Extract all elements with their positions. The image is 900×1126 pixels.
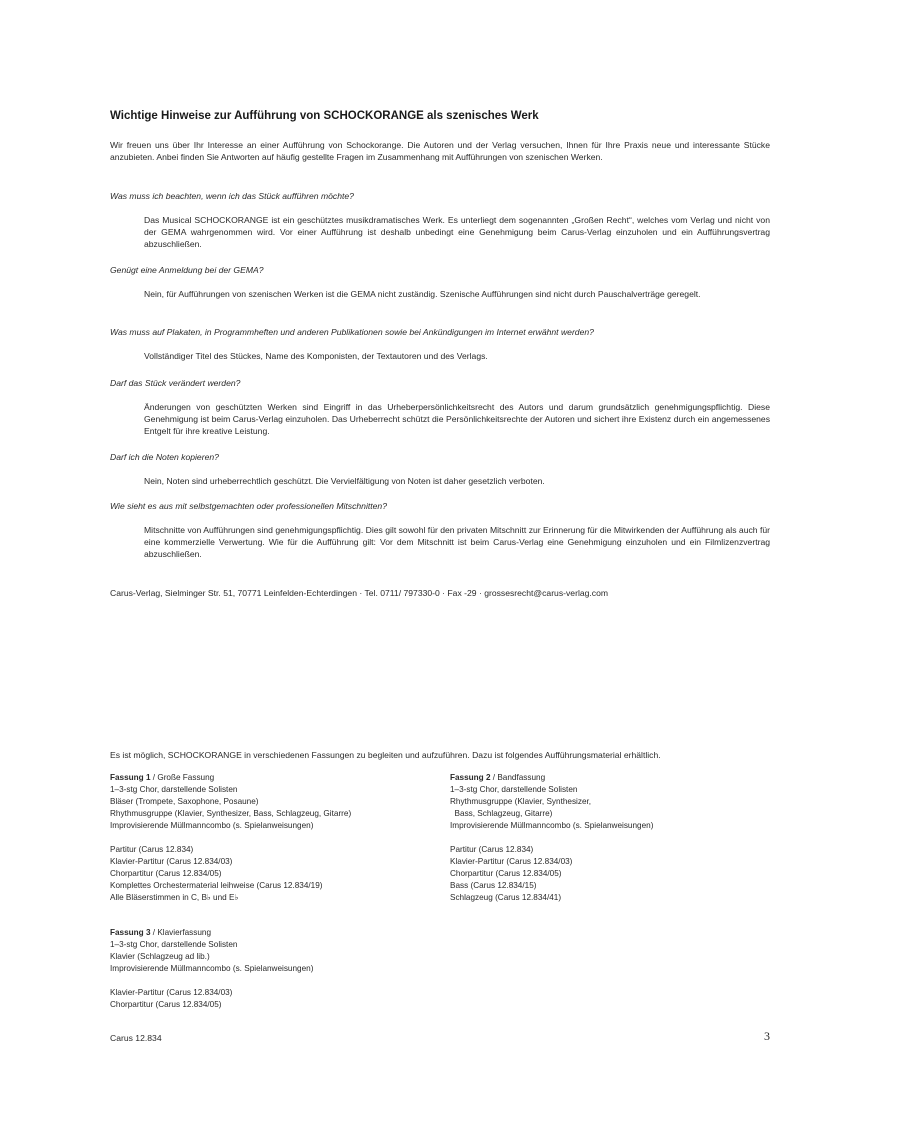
faq-answer: Änderungen von geschützten Werken sind Eingriff in das Urheberpersönlichkeitsrecht des Autors und darum grundsätzlich genehmigungspflichtig. Diese Genehmigung ist beim Carus-Verlag einzuholen. Das Urheberrecht schützt die Persönlichkeitsrechte der Autoren und sichert ihre Existenz durch ein angemessenes Entgelt für ihre kreative Leistung. — [144, 402, 770, 436]
faq-item — [110, 190, 770, 250]
material-line: Partitur (Carus 12.834) — [110, 845, 194, 854]
version-block — [110, 927, 440, 1011]
faq-question: Wie sieht es aus mit selbstgemachten oder professionellen Mitschnitten? — [110, 501, 387, 511]
faq-item — [110, 451, 770, 487]
version-name: / Große Fassung — [150, 773, 215, 782]
faq-question: Darf das Stück verändert werden? — [110, 378, 241, 388]
version-block — [450, 772, 770, 904]
faq-answer: Vollständiger Titel des Stückes, Name des Komponisten, der Textautoren und des Verlags. — [144, 351, 488, 361]
scoring-line: Rhythmusgruppe (Klavier, Synthesizer, Bass, Schlagzeug, Gitarre) — [110, 809, 352, 818]
faq-question: Darf ich die Noten kopieren? — [110, 452, 219, 462]
material-line: Chorpartitur (Carus 12.834/05) — [450, 869, 562, 878]
material-line: Chorpartitur (Carus 12.834/05) — [110, 1000, 222, 1009]
page-number: 3 — [764, 1029, 770, 1043]
scoring-line: 1–3-stg Chor, darstellende Solisten — [450, 785, 578, 794]
scoring-line: Rhythmusgruppe (Klavier, Synthesizer, — [450, 797, 592, 806]
scoring-line: Improvisierende Müllmanncombo (s. Spielanweisungen) — [450, 821, 654, 830]
publisher-contact: Carus-Verlag, Sielminger Str. 51, 70771 Leinfelden-Echterdingen · Tel. 0711/ 797330-0 · Fax -29 · grossesrecht@carus-verlag.com — [110, 588, 609, 598]
version-label: Fassung 3 — [110, 928, 151, 937]
scoring-line: 1–3-stg Chor, darstellende Solisten — [110, 940, 238, 949]
faq-answer: Nein, für Aufführungen von szenischen Werken ist die GEMA nicht zuständig. Szenische Aufführungen sind nicht durch Pauschalverträge geregelt. — [144, 289, 701, 299]
faq-item — [110, 264, 770, 300]
faq-item — [110, 326, 770, 362]
faq-question: Genügt eine Anmeldung bei der GEMA? — [110, 265, 264, 275]
scoring-line: Improvisierende Müllmanncombo (s. Spielanweisungen) — [110, 964, 314, 973]
catalog-number: Carus 12.834 — [110, 1033, 162, 1043]
faq-answer: Nein, Noten sind urheberrechtlich geschützt. Die Vervielfältigung von Noten ist daher gesetzlich verboten. — [144, 476, 545, 486]
material-line: Klavier-Partitur (Carus 12.834/03) — [110, 988, 233, 997]
scoring-line: Improvisierende Müllmanncombo (s. Spielanweisungen) — [110, 821, 314, 830]
version-name: / Bandfassung — [490, 773, 546, 782]
document-page — [110, 0, 770, 1126]
scoring-line: 1–3-stg Chor, darstellende Solisten — [110, 785, 238, 794]
scoring-line: Bass, Schlagzeug, Gitarre) — [450, 809, 553, 818]
material-line: Alle Bläserstimmen in C, B♭ und E♭ — [110, 893, 239, 902]
version-block — [110, 772, 440, 904]
faq-answer: Das Musical SCHOCKORANGE ist ein geschütztes musikdramatisches Werk. Es unterliegt dem sogenannten „Großen Recht“, welches vom Verlag und nicht von der GEMA wahrgenommen wird. Vor einer Aufführung ist deshalb unbedingt eine Genehmigung beim Carus-Verlag einzuholen und ein Aufführungsvertrag abzuschließen. — [144, 215, 770, 249]
material-line: Chorpartitur (Carus 12.834/05) — [110, 869, 222, 878]
version-name: / Klavierfassung — [150, 928, 212, 937]
faq-question: Was muss auf Plakaten, in Programmheften und anderen Publikationen sowie bei Ankündigungen im Internet erwähnt werden? — [110, 327, 594, 337]
version-label: Fassung 2 — [450, 773, 491, 782]
scoring-line: Bläser (Trompete, Saxophone, Posaune) — [110, 797, 259, 806]
material-line: Partitur (Carus 12.834) — [450, 845, 534, 854]
faq-item — [110, 377, 770, 437]
material-line: Schlagzeug (Carus 12.834/41) — [450, 893, 562, 902]
faq-item — [110, 500, 770, 560]
faq-answer: Mitschnitte von Aufführungen sind genehmigungspflichtig. Dies gilt sowohl für den privaten Mitschnitt zur Erinnerung für die Mitwirkenden der Aufführung als auch für eine kommerzielle Verwertung. Wie für die Aufführung gilt: Vor dem Mitschnitt ist beim Carus-Verlag eine Genehmigung einzuholen und ein Filmlizenzvertrag abzuschließen. — [144, 525, 770, 559]
versions-intro: Es ist möglich, SCHOCKORANGE in verschiedenen Fassungen zu begleiten und aufzuführen. Dazu ist folgendes Aufführungsmaterial erhältlich. — [110, 750, 661, 760]
material-line: Bass (Carus 12.834/15) — [450, 881, 537, 890]
material-line: Komplettes Orchestermaterial leihweise (Carus 12.834/19) — [110, 881, 323, 890]
intro-paragraph: Wir freuen uns über Ihr Interesse an einer Aufführung von Schockorange. Die Autoren und der Verlag versuchen, Ihnen für Ihre Praxis neue und interessante Stücke anzubieten. Anbei finden Sie Antworten auf häufig gestellte Fragen im Zusammenhang mit Aufführungen von szenischen Werken. — [110, 140, 770, 162]
material-line: Klavier-Partitur (Carus 12.834/03) — [450, 857, 573, 866]
page-title: Wichtige Hinweise zur Aufführung von SCHOCKORANGE als szenisches Werk — [110, 110, 539, 122]
version-label: Fassung 1 — [110, 773, 151, 782]
scoring-line: Klavier (Schlagzeug ad lib.) — [110, 952, 210, 961]
material-line: Klavier-Partitur (Carus 12.834/03) — [110, 857, 233, 866]
faq-question: Was muss ich beachten, wenn ich das Stück aufführen möchte? — [110, 191, 354, 201]
